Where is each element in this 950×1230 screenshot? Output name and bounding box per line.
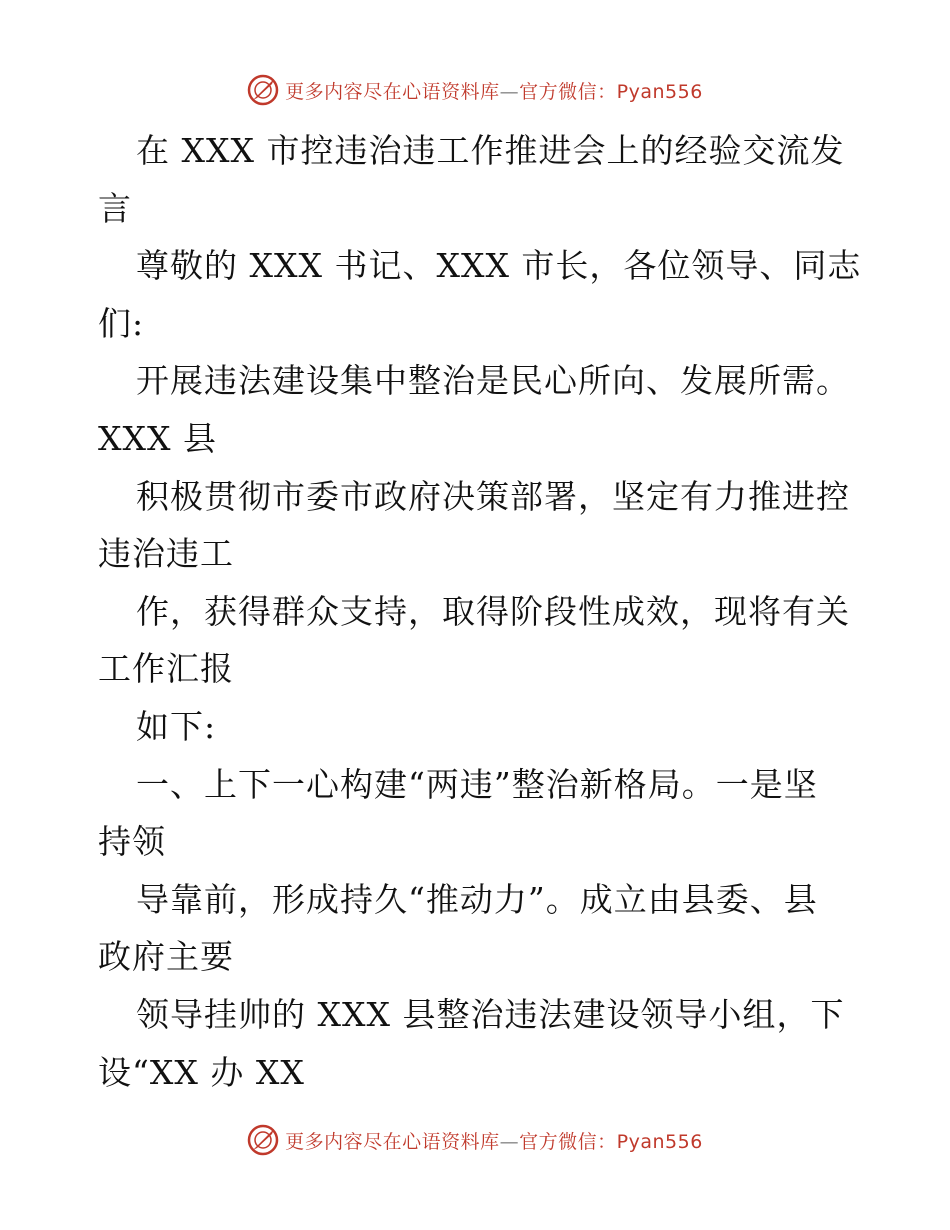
watermark-text <box>285 77 703 104</box>
document-line: XXX 县 <box>98 418 217 458</box>
quill-logo-icon <box>247 1124 279 1156</box>
watermark-dash: — <box>499 1130 520 1153</box>
document-line: 领导挂帅的 XXX 县整治违法建设领导小组，下 <box>136 994 845 1034</box>
watermark-wechat: 官方微信：Pyan556 <box>519 1130 703 1153</box>
watermark-brand: 更多内容尽在心语资料库 <box>285 80 500 103</box>
document-line: 持领 <box>98 822 166 862</box>
document-line: 尊敬的 XXX 书记、XXX 市长，各位领导、同志 <box>136 246 862 286</box>
document-line: 政府主要 <box>98 937 234 977</box>
watermark-dash: — <box>499 80 520 103</box>
document-line: 作，获得群众支持，取得阶段性成效，现将有关 <box>136 591 850 631</box>
watermark-inner <box>247 74 703 106</box>
document-line: 导靠前，形成持久“推动力”。成立由县委、县 <box>136 879 818 919</box>
watermark-inner <box>247 1124 703 1156</box>
document-line: 开展违法建设集中整治是民心所向、发展所需。 <box>136 361 850 401</box>
watermark-brand: 更多内容尽在心语资料库 <box>285 1130 500 1153</box>
document-line: 在 XXX 市控违治违工作推进会上的经验交流发 <box>136 131 845 170</box>
document-line: 一、上下一心构建“两违”整治新格局。一是坚 <box>136 764 818 804</box>
watermark-wechat: 官方微信：Pyan556 <box>519 80 703 103</box>
document-line: 言 <box>98 188 132 228</box>
quill-logo-icon <box>247 74 279 106</box>
document-line: 违治违工 <box>98 534 234 574</box>
document-line: 设“XX 办 XX <box>98 1052 305 1092</box>
document-line: 工作汇报 <box>98 649 234 689</box>
document-body <box>98 122 862 1101</box>
document-line: 积极贯彻市委市政府决策部署，坚定有力推进控 <box>136 476 850 516</box>
watermark-banner-top <box>0 70 950 110</box>
document-line: 们: <box>98 303 145 343</box>
watermark-banner-bottom <box>0 1120 950 1160</box>
document-line: 如下: <box>136 706 217 746</box>
watermark-text <box>285 1127 703 1154</box>
